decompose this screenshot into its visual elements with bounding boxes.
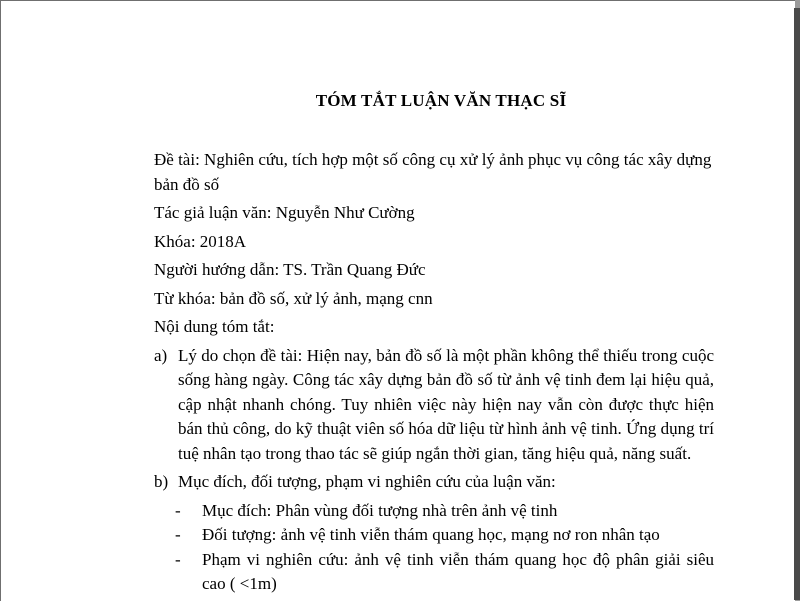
summary-label: Nội dung tóm tắt:: [154, 317, 275, 336]
dash-marker: -: [175, 549, 181, 569]
list-item-text: Mục đích, đối tượng, phạm vi nghiên cứu của luận văn:: [178, 472, 556, 491]
list-item-a: [154, 344, 714, 467]
list-marker: a): [154, 345, 168, 365]
keywords-line: Từ khóa: bản đồ số, xử lý ảnh, mạng cnn: [154, 288, 433, 308]
sub-item-scope: [154, 548, 714, 597]
topic-line: Đề tài: Nghiên cứu, tích hợp một số công cụ xử lý ảnh phục vụ công tác xây dựng bản đồ số: [154, 150, 712, 194]
document-title: TÓM TẮT LUẬN VĂN THẠC SĨ: [315, 91, 567, 110]
dash-marker: -: [175, 525, 181, 544]
document-body: [154, 148, 714, 597]
list-item-text: Lý do chọn đề tài: Hiện nay, bản đồ số là một phần không thể thiếu trong cuộc sống hàng ngày. Công tác xây dựng bản đồ số từ ảnh vệ tinh đem lại hiệu quả, cập nhật nhanh chóng. Tuy nhiên việc này hiện nay vẫn còn được thực hiện bán thủ công, do kỹ thuật viên số hóa dữ liệu từ hình ảnh vệ tinh. Ứng dụng trí tuệ nhân tạo trong thao tác sẽ giúp ngắn thời gian, tăng hiệu quả, năng suất.: [178, 345, 714, 463]
sub-item-text: Đối tượng: ảnh vệ tinh viễn thám quang học, mạng nơ ron nhân tạo: [202, 525, 660, 544]
sub-item-purpose: [154, 499, 714, 524]
page-shadow: [794, 8, 800, 600]
sub-item-object: [154, 523, 714, 548]
list-item-b: [154, 470, 714, 495]
author-line: Tác giả luận văn: Nguyễn Như Cường: [154, 203, 415, 222]
advisor-line: Người hướng dẫn: TS. Trần Quang Đức: [154, 260, 426, 279]
dash-marker: -: [175, 500, 181, 520]
course-line: Khóa: 2018A: [154, 231, 247, 251]
sub-item-text: Mục đích: Phân vùng đối tượng nhà trên ảnh vệ tinh: [202, 500, 558, 520]
list-marker: b): [154, 472, 169, 491]
sub-item-text: Phạm vi nghiên cứu: ảnh vệ tinh viễn thám quang học độ phân giải siêu cao ( <1m): [202, 549, 714, 593]
